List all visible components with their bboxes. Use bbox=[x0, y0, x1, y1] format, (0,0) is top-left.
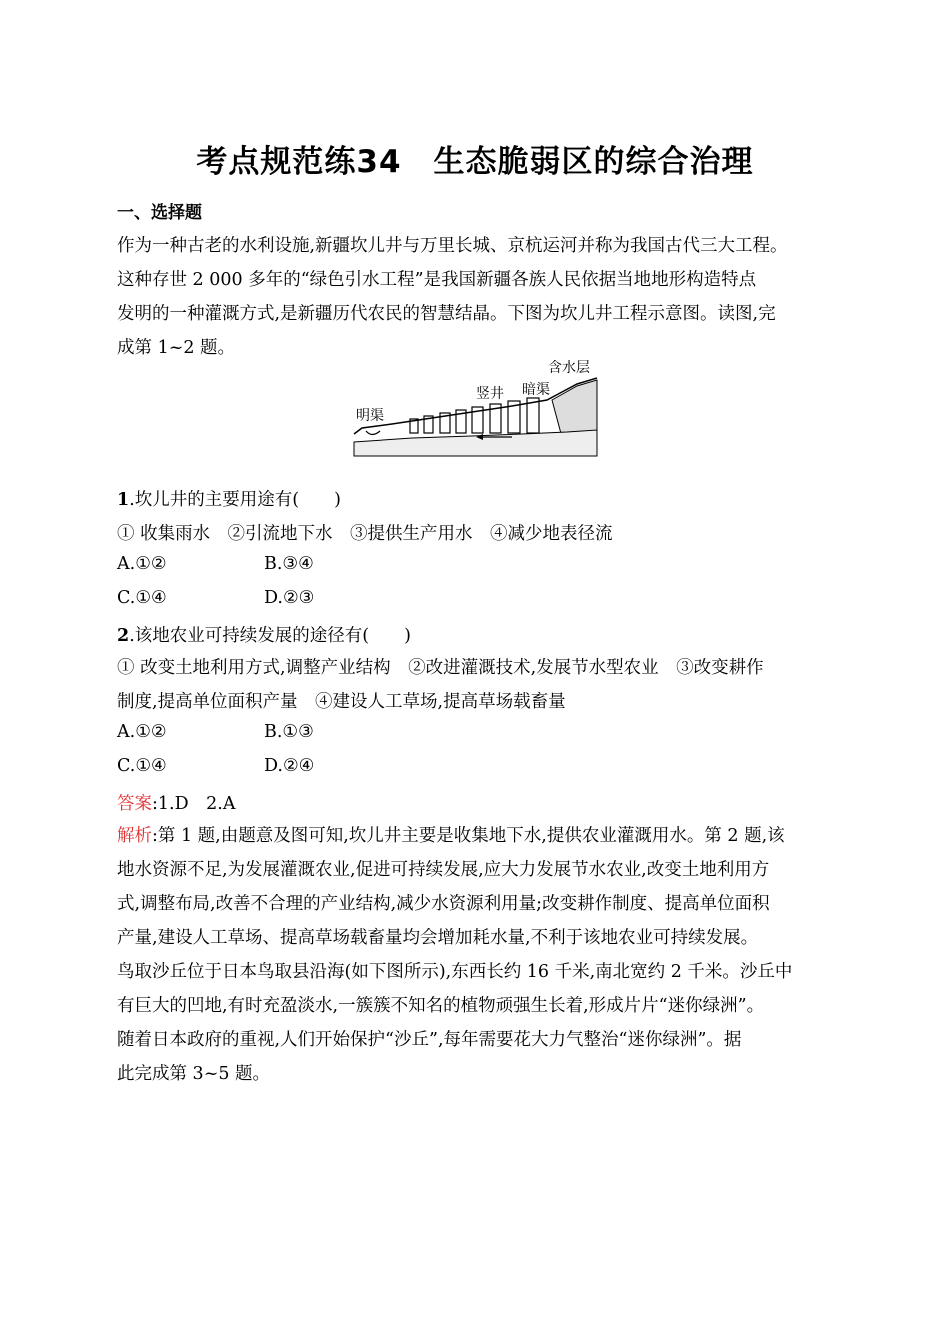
question-1-stem bbox=[117, 486, 341, 511]
label-shaft: 竖井 bbox=[476, 386, 504, 402]
option-c: C.①④ bbox=[117, 756, 167, 776]
question-text: .该地农业可持续发展的途径有( ) bbox=[129, 626, 411, 646]
option-c: C.①④ bbox=[117, 588, 167, 608]
question-number: 1 bbox=[117, 490, 130, 510]
question-number: 2 bbox=[117, 626, 130, 646]
passage-line: 鸟取沙丘位于日本鸟取县沿海(如下图所示),东西长约 16 千米,南北宽约 2 千米。沙丘中 bbox=[117, 962, 793, 982]
label-aquifer: 含水层 bbox=[548, 360, 590, 376]
option-b: B.③④ bbox=[264, 554, 314, 574]
answer-text: :1.D 2.A bbox=[152, 794, 236, 814]
answer-label: 答案 bbox=[117, 794, 152, 814]
question-text: .坎儿井的主要用途有( ) bbox=[129, 490, 341, 510]
option-d: D.②③ bbox=[264, 588, 315, 608]
answer-line bbox=[117, 790, 235, 815]
vertical-shafts bbox=[410, 398, 539, 433]
label-open-canal: 明渠 bbox=[356, 408, 384, 424]
ground-layer bbox=[354, 430, 597, 456]
option-a: A.①② bbox=[117, 722, 167, 742]
analysis-line: 地水资源不足,为发展灌溉农业,促进可持续发展,应大力发展节水农业,改变土地利用方 bbox=[117, 860, 770, 880]
passage-line: 有巨大的凹地,有时充盈淡水,一簇簇不知名的植物顽强生长着,形成片片“迷你绿洲”。 bbox=[117, 996, 765, 1016]
analysis-line: 产量,建设人工草场、提高草场载畜量均会增加耗水量,不利于该地农业可持续发展。 bbox=[117, 928, 759, 948]
analysis-label: 解析 bbox=[117, 826, 152, 846]
question-2-stem bbox=[117, 622, 411, 647]
passage-line: 此完成第 3~5 题。 bbox=[117, 1064, 271, 1084]
option-d: D.②④ bbox=[264, 756, 315, 776]
page-title: 考点规范练34 生态脆弱区的综合治理 bbox=[196, 144, 754, 180]
section-heading: 一、选择题 bbox=[117, 203, 202, 223]
option-b: B.①③ bbox=[264, 722, 314, 742]
passage-line: 随着日本政府的重视,人们开始保护“沙丘”,每年需要花大力气整治“迷你绿洲”。据 bbox=[117, 1030, 742, 1050]
analysis-line: 式,调整布局,改善不合理的产业结构,减少水资源利用量;改变耕作制度、提高单位面积 bbox=[117, 894, 770, 914]
label-underground-canal: 暗渠 bbox=[522, 382, 550, 398]
question-1-statements: ① 收集雨水 ②引流地下水 ③提供生产用水 ④减少地表径流 bbox=[117, 524, 613, 544]
open-canal-dip bbox=[366, 431, 380, 435]
analysis-line bbox=[117, 822, 785, 847]
karez-diagram bbox=[352, 356, 602, 466]
analysis-text: :第 1 题,由题意及图可知,坎儿井主要是收集地下水,提供农业灌溉用水。第 2 题,该 bbox=[152, 826, 785, 846]
question-2-statements: 制度,提高单位面积产量 ④建设人工草场,提高草场载畜量 bbox=[117, 692, 566, 712]
passage-line: 成第 1~2 题。 bbox=[117, 338, 236, 358]
passage-line: 作为一种古老的水利设施,新疆坎儿井与万里长城、京杭运河并称为我国古代三大工程。 bbox=[117, 236, 788, 256]
option-a: A.①② bbox=[117, 554, 167, 574]
passage-line: 这种存世 2 000 多年的“绿色引水工程”是我国新疆各族人民依据当地地形构造特点 bbox=[117, 270, 757, 290]
passage-line: 发明的一种灌溉方式,是新疆历代农民的智慧结晶。下图为坎儿井工程示意图。读图,完 bbox=[117, 304, 776, 324]
question-2-statements: ① 改变土地利用方式,调整产业结构 ②改进灌溉技术,发展节水型农业 ③改变耕作 bbox=[117, 658, 764, 678]
